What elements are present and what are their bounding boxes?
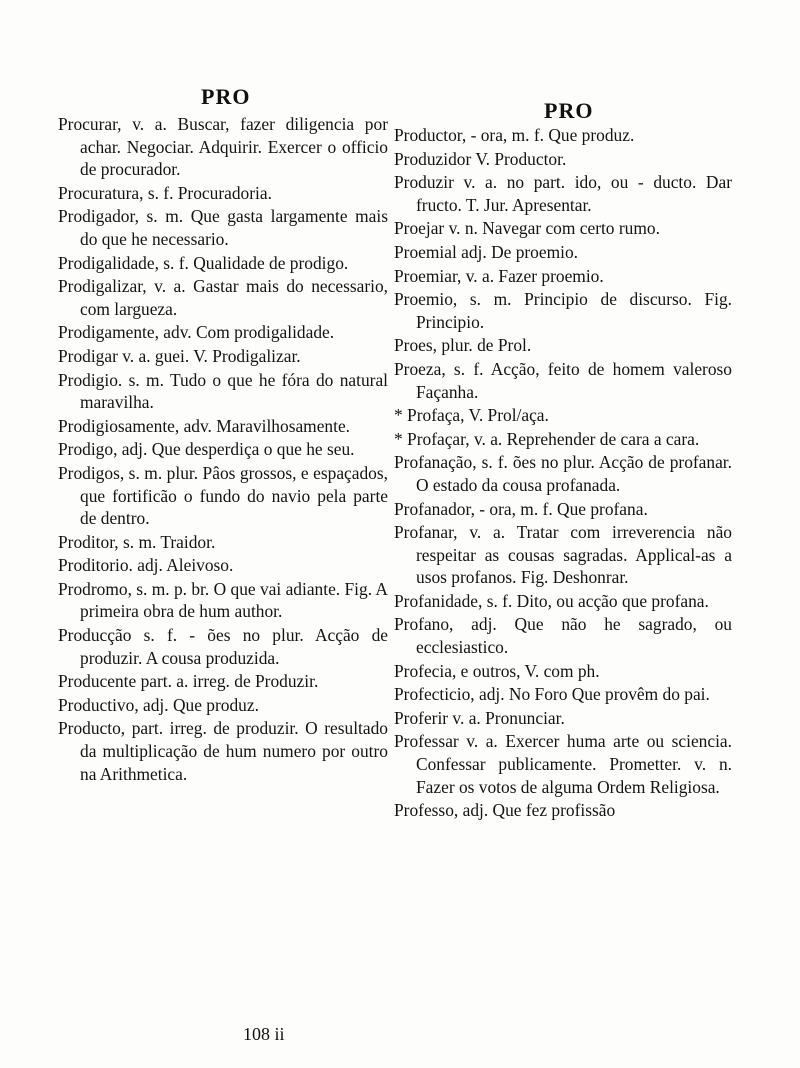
dictionary-entry: Productivo, adj. Que produz.	[58, 694, 259, 715]
dictionary-entry: Producto, part. irreg. de produzir. O resultado da multiplicação de hum numero por outro na Arithmetica.	[58, 718, 388, 784]
dictionary-entry: Proditor, s. m. Traidor.	[58, 531, 216, 552]
dictionary-entry: Productor, - ora, m. f. Que produz.	[394, 125, 635, 145]
dictionary-entry: Prodigamente, adv. Com prodigalidade.	[58, 322, 335, 343]
dictionary-entry: * Profaça, V. Prol/aça.	[394, 405, 549, 426]
dictionary-entry: Prodigos, s. m. plur. Pâos grossos, e espaçados, que fortificão o fundo do navio pela parte de dentro.	[58, 462, 388, 529]
dictionary-entry: Proemiar, v. a. Fazer proemio.	[394, 265, 604, 286]
dictionary-entry: Produzidor V. Productor.	[394, 148, 567, 169]
dictionary-entry: Prodigalidade, s. f. Qualidade de prodigo.	[58, 252, 349, 273]
dictionary-entry: Procurar, v. a. Buscar, fazer diligencia por achar. Negociar. Adquirir. Exercer o officio de procurador.	[58, 114, 388, 180]
dictionary-entry: Profanador, - ora, m. f. Que profana.	[394, 498, 648, 519]
running-head-left: PRO	[201, 84, 251, 109]
dictionary-entry: Prodigar v. a. guei. V. Prodigalizar.	[58, 345, 301, 366]
dictionary-entry: Profanar, v. a. Tratar com irreverencia não respeitar as cousas sagradas. Applical-as a usos profanos. Fig. Deshonrar.	[394, 522, 732, 588]
dictionary-entry: Proeza, s. f. Acção, feito de homem valeroso Façanha.	[394, 358, 732, 402]
dictionary-entry: Profano, adj. Que não he sagrado, ou ecclesiastico.	[394, 614, 732, 658]
dictionary-entry: Produzir v. a. no part. ido, ou - ducto. Dar fructo. T. Jur. Apresentar.	[394, 172, 732, 215]
dictionary-entry: Prodigador, s. m. Que gasta largamente mais do que he necessario.	[58, 206, 388, 249]
dictionary-entry: * Profaçar, v. a. Reprehender de cara a cara.	[394, 428, 700, 449]
dictionary-entry: Proes, plur. de Prol.	[394, 335, 532, 356]
dictionary-entry: Profecia, e outros, V. com ph.	[394, 660, 600, 681]
dictionary-entry: Proejar v. n. Navegar com certo rumo.	[394, 218, 660, 239]
dictionary-entry: Prodigiosamente, adv. Maravilhosamente.	[58, 415, 351, 436]
right-column	[394, 124, 732, 823]
dictionary-entry: Producente part. a. irreg. de Produzir.	[58, 671, 319, 692]
page-number: 108 ii	[243, 1024, 285, 1044]
left-column	[58, 113, 388, 786]
dictionary-entry: Profecticio, adj. No Foro Que provêm do pai.	[394, 684, 710, 705]
running-head-right: PRO	[544, 98, 594, 123]
dictionary-entry: Prodromo, s. m. p. br. O que vai adiante. Fig. A primeira obra de hum author.	[58, 578, 388, 622]
dictionary-entry: Prodigio. s. m. Tudo o que he fóra do natural maravilha.	[58, 369, 388, 413]
dictionary-entry: Procuratura, s. f. Procuradoria.	[58, 182, 272, 203]
dictionary-entry: Prodigalizar, v. a. Gastar mais do necessario, com largueza.	[58, 276, 388, 319]
dictionary-entry: Proemio, s. m. Principio de discurso. Fig. Principio.	[394, 289, 732, 332]
dictionary-entry: Professo, adj. Que fez profissão	[394, 800, 616, 821]
dictionary-entry: Proditorio. adj. Aleivoso.	[58, 555, 234, 576]
dictionary-entry: Prodigo, adj. Que desperdiça o que he seu.	[58, 439, 355, 460]
dictionary-entry: Profanidade, s. f. Dito, ou acção que profana.	[394, 590, 709, 611]
dictionary-entry: Producção s. f. - ões no plur. Acção de produzir. A cousa produzida.	[58, 625, 388, 668]
dictionary-entry: Proferir v. a. Pronunciar.	[394, 707, 565, 728]
dictionary-entry: Professar v. a. Exercer huma arte ou sciencia. Confessar publicamente. Prometter. v. n. Fazer os votos de alguma Ordem Religiosa.	[394, 731, 732, 797]
dictionary-entry: Profanação, s. f. ões no plur. Acção de profanar. O estado da cousa profanada.	[394, 452, 732, 495]
dictionary-entry: Proemial adj. De proemio.	[394, 241, 579, 262]
